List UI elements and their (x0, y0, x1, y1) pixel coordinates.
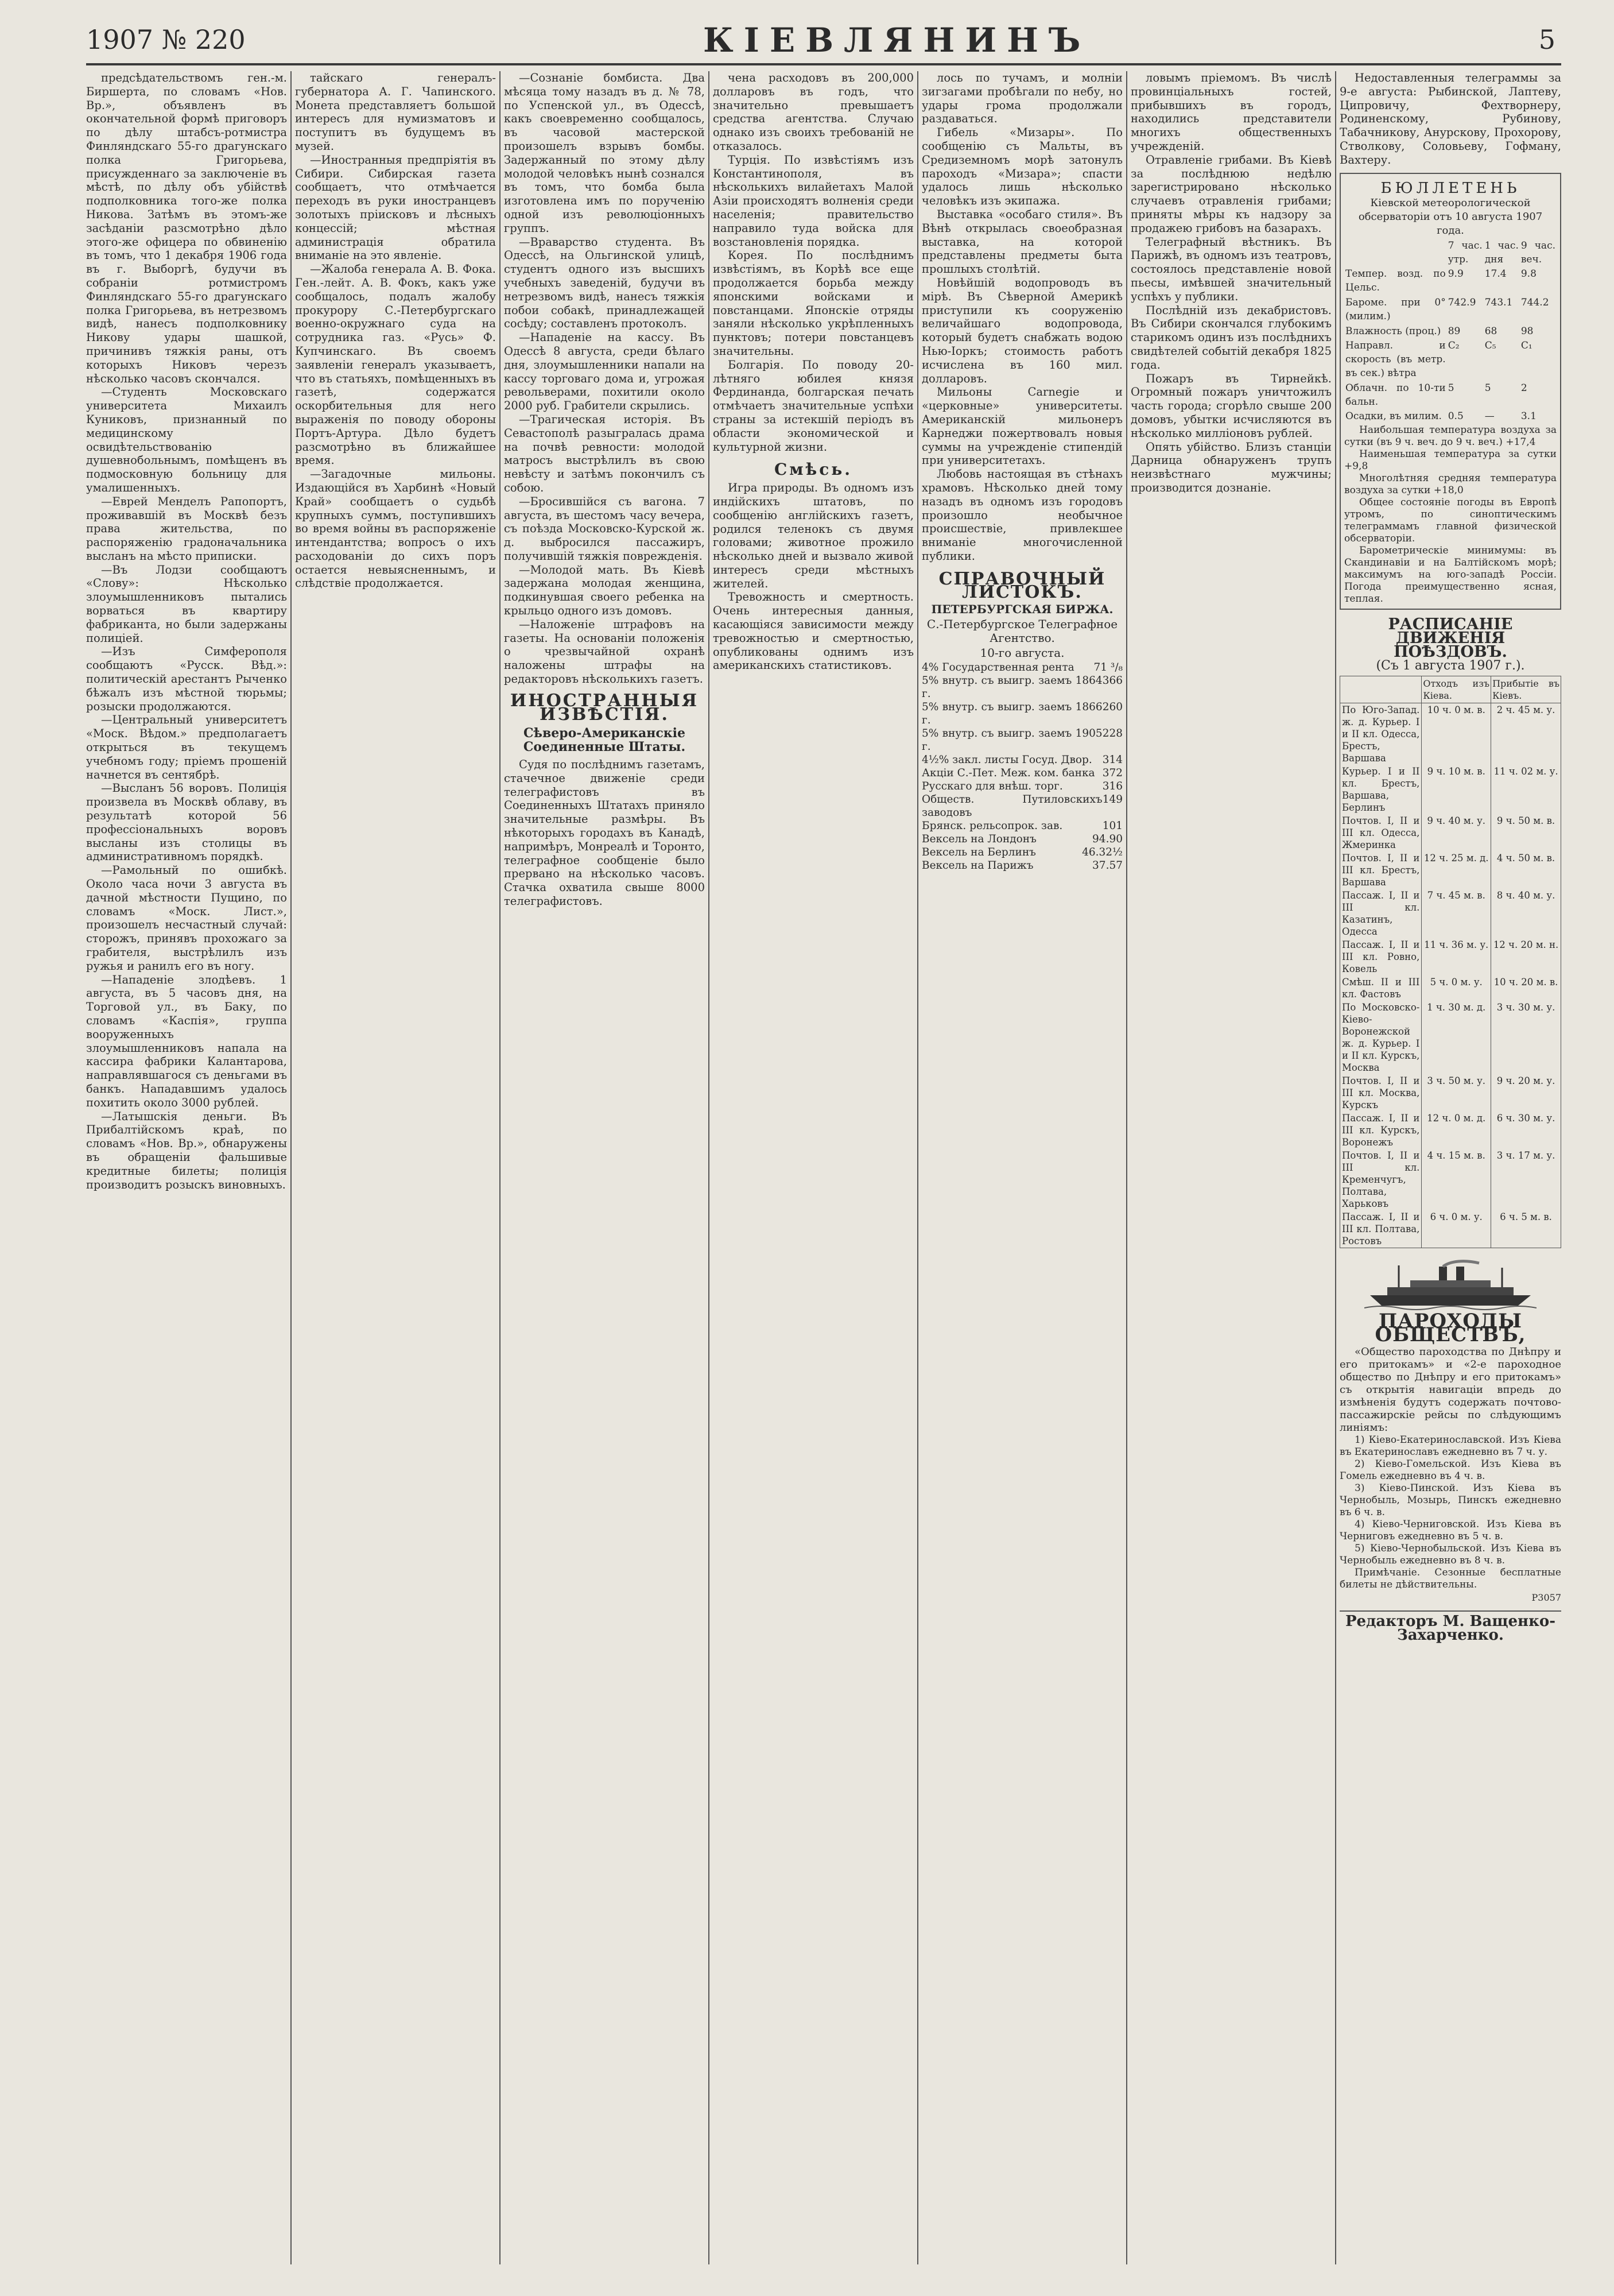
steamer-line: Примѣчанiе. Сезонные бесплатные билеты не дѣйствительны. (1340, 1566, 1561, 1590)
meteo-note: Барометрическiе минимумы: въ Скандинавiи и на Балтiйскомъ морѣ; максимумъ на юго-западѣ Россiи. Погода преимущественно ясная, теплая. (1344, 545, 1557, 605)
train-row: Пассаж. I, II и III кл. Полтава, Ростовъ 6 ч. 0 м. у. 6 ч. 5 м. в. (1340, 1210, 1561, 1248)
column-divider (1335, 71, 1336, 2264)
rate-row: Брянск. рельсопрок. зав. 101 (922, 820, 1123, 833)
agency-name: С.-Петербургское Телеграфное Агентство. (926, 617, 1118, 645)
article-paragraph: Корея. По послѣднимъ извѣстiямъ, въ Корѣѣ все еще продолжается борьба между японскими войсками и повстанцами. Японскiе отряды заняли нѣсколько укрѣпленныхъ пунктовъ; потери повстанцевъ значительны. (713, 249, 914, 358)
article-paragraph: —Въ Лодзи сообщаютъ «Слову»: Нѣсколько злоумышленниковъ пытались ворваться въ квартиру фабриканта, но были задержаны полицiей. (86, 563, 287, 645)
column-3 (504, 71, 705, 2264)
column-divider (290, 71, 292, 2264)
article-paragraph: —Студенть Московскаго университета Михаилъ Куниковъ, признанный по медицинскому освидѣтельствованiю душевнобольнымъ, помѣщенъ въ подмосковную больницу для умалишенныхъ. (86, 385, 287, 494)
steamer-companies-title: ПАРОХОДЫ ОБЩЕСТВЪ, (1375, 1310, 1526, 1347)
column-2 (295, 71, 496, 2264)
article-paragraph: Опять убiйство. Близъ станцiи Дарница обнаруженъ трупъ неизвѣстнаго мужчины; производится дознанiе. (1131, 440, 1332, 494)
article-paragraph: —Высланъ 56 воровъ. Полицiя произвела въ Москвѣ облаву, въ результатѣ которой 56 профессiональныхъ воровъ высланы изъ столицы въ административномъ порядкѣ. (86, 781, 287, 864)
article-paragraph: —Центральный университетъ «Моск. Вѣдом.» предполагаетъ открыться въ текущемъ учебномъ году; прiемъ прошенiй начнется въ сентябрѣ. (86, 713, 287, 781)
train-row: По Юго-Запад. ж. д. Курьер. I и II кл. Одесса, Брестъ, Варшава 10 ч. 0 м. в. 2 ч. 45 м. у. (1340, 703, 1561, 765)
article-paragraph: предсѣдательствомъ ген.-м. Биршерта, по словамъ «Нов. Вр.», объявленъ въ окончательной формѣ приговоръ по дѣлу штабсъ-ротмистра Финляндскаго 55-го драгунскаго полка Григорьева, присужденнаго за заключенiе въ мѣстѣ, по дѣлу объ убiйствѣ подполковника того-же полка Никова. Затѣмъ въ этомъ-же засѣданiи разсмотрѣно дѣло этого-же офицера по обвиненiю въ томъ, что 1 декабря 1906 года въ г. Выборгѣ, будучи въ собранiи ротмистромъ Финляндскаго 55-го драгунскаго полка Григорьева, въ нетрезвомъ видѣ, нанесъ подполковнику Никову удары шашкой, причинивъ тяжкiя раны, отъ которыхъ Никовъ черезъ нѣсколько часовъ скончался. (86, 71, 287, 385)
rate-row: 5% внутр. съ выигр. заемъ 1866 г. 260 (922, 701, 1123, 727)
rate-row: Обществ. Путиловскихъ заводовъ 149 (922, 793, 1123, 819)
rate-row: Русскаго для внѣш. торг. 316 (922, 780, 1123, 793)
article-paragraph: —Нападенiе злодѣевъ. 1 августа, въ 5 часовъ дня, на Торговой ул., въ Баку, по словамъ «Каспiя», группа вооруженныхъ злоумышленниковъ напала на кассира фабрики Калантарова, направлявшагося съ деньгами въ банкъ. Нападавшимъ удалось похитить около 3000 рублей. (86, 973, 287, 1109)
article-paragraph: Болгарiя. По поводу 20-лѣтняго юбилея князя Фердинанда, болгарская печать отмѣчаетъ значительные успѣхи страны за истекшiй перiодъ въ области экономической и культурной жизни. (713, 358, 914, 454)
rate-row: 5% внутр. съ выигр. заемъ 1905 г. 228 (922, 727, 1123, 753)
train-row: Пассаж. I, II и III кл. Ровно, Ковель 11 ч. 36 м. у. 12 ч. 20 м. н. (1340, 938, 1561, 975)
article-paragraph: Судя по послѣднимъ газетамъ, стачечное движенiе среди телеграфистовъ въ Соединенныхъ Штатахъ приняло значительные размѣры. Въ нѣкоторыхъ городахъ въ Канадѣ, напримѣръ, Монреалѣ и Торонто, телеграфное сообщенiе было прервано на нѣсколько часовъ. Стачка охватила свыше 8000 телеграфистовъ. (504, 758, 705, 908)
rate-row: 5% внутр. съ выигр. заемъ 1864 г. 366 (922, 675, 1123, 700)
column-4 (713, 71, 914, 2264)
steamer-line: 5) Кiево-Чернобыльской. Изъ Кiева въ Чернобыль ежедневно въ 8 ч. в. (1340, 1542, 1561, 1566)
article-paragraph: —Еврей Менделъ Рапопортъ, проживавшiй въ Москвѣ безъ права жительства, по распоряженiю градоначальника высланъ на мѣсто приписки. (86, 494, 287, 563)
steamer-line: 2) Кiево-Гомельской. Изъ Кiева въ Гомель ежедневно въ 4 ч. в. (1340, 1458, 1561, 1482)
article-paragraph: Послѣднiй изъ декабристовъ. Въ Сибири скончался глубокимъ старикомъ одинъ изъ послѣднихъ свидѣтелей событiй декабря 1825 года. (1131, 303, 1332, 371)
column-1 (86, 71, 287, 2264)
meteo-row: Бароме. при 0° (милим.) 742.9 743.1 744.2 (1345, 296, 1549, 322)
article-paragraph: —Латышскiя деньги. Въ Прибалтiйскомъ краѣ, по словамъ «Нов. Вр.», обнаружены въ обращенiи фальшивые кредитные билеты; полицiя производитъ розыскъ виновныхъ. (86, 1109, 287, 1191)
article-paragraph: —Иностранныя предпрiятiя въ Сибири. Сибирская газета сообщаетъ, что отмѣчается переходъ въ руки иностранцевъ золотыхъ прiисковъ и лѣсныхъ концессiй; мѣстная администрацiя обратила вниманiе на это явленiе. (295, 153, 496, 262)
column-7 (1340, 71, 1561, 2264)
meteo-table (1344, 239, 1557, 424)
article-paragraph: Пожаръ въ Тирнейкѣ. Огромный пожаръ уничтожилъ часть города; сгорѣло свыше 200 домовъ, убытки исчисляются въ нѣсколько миллiоновъ рублей. (1131, 371, 1332, 440)
meteo-note: Общее состоянiе погоды въ Европѣ утромъ, по синоптическимъ телеграммамъ главной физической обсерваторiи. (1344, 497, 1557, 545)
column-divider (1126, 71, 1127, 2264)
article-paragraph: Новѣйшiй водопроводъ въ мiрѣ. Въ Сѣверной Америкѣ приступили къ сооруженiю величайшаго водопровода, который будетъ снабжать водою Нью-Iоркъ; стоимость работъ исчислена въ 160 мил. долларовъ. (922, 276, 1123, 385)
article-paragraph: Игра природы. Въ одномъ изъ индiйскихъ штатовъ, по сообщенiю англiйскихъ газетъ, родился теленокъ съ двумя головами; животное прожило нѣсколько дней и вызвало живой интересъ среди мѣстныхъ жителей. (713, 481, 914, 590)
article-paragraph: Телеграфный вѣстникъ. Въ Парижѣ, въ одномъ изъ театровъ, состоялось представленiе новой пьесы, имѣвшей значительный успѣхъ у публики. (1131, 235, 1332, 303)
train-row: Пассаж. I, II и III кл. Казатинъ, Одесса 7 ч. 45 м. в. 8 ч. 40 м. у. (1340, 889, 1561, 938)
column-6 (1131, 71, 1332, 2264)
train-row: Почтов. I, II и III кл. Кременчугъ, Полтава, Харьковъ 4 ч. 15 м. в. 3 ч. 17 м. у. (1340, 1149, 1561, 1210)
meteo-bulletin (1340, 173, 1561, 610)
article-paragraph: чена расходовъ въ 200,000 долларовъ въ годъ, что значительно превышаетъ средства агентства. Случаю однако изъ своихъ требованiй не отказалось. (713, 71, 914, 153)
bulletin-subtitle: Кiевской метеорологической обсерваторiи отъ 10 августа 1907 года. (1358, 197, 1543, 237)
train-row: Пассаж. I, II и III кл. Курскъ, Воронежъ 12 ч. 0 м. д. 6 ч. 30 м. у. (1340, 1112, 1561, 1149)
meteo-row: Осадки, въ милим. 0.5 — 3.1 (1345, 411, 1537, 423)
steamer-line: 3) Кiево-Пинской. Изъ Кiева въ Чернобыль, Мозырь, Пинскъ ежедневно въ 6 ч. в. (1340, 1482, 1561, 1518)
page-header (86, 16, 1555, 62)
article-paragraph: —Изъ Симферополя сообщаютъ «Русск. Вѣд.»: политическiй арестантъ Рыченко бѣжалъ изъ мѣстной тюрьмы; розыски продолжаются. (86, 645, 287, 713)
article-paragraph: —Рамольный по ошибкѣ. Около часа ночи 3 августа въ дачной мѣстности Пущино, по словамъ «Моск. Лист.», произошелъ несчастный случай: сторожъ, принявъ прохожаго за грабителя, выстрѣлилъ изъ ружья и ранилъ его въ ногу. (86, 864, 287, 973)
train-row: Смѣш. II и III кл. Фастовъ 5 ч. 0 м. у. 10 ч. 20 м. в. (1340, 975, 1561, 1001)
footer-number: Р3057 (1531, 1592, 1561, 1603)
meteo-row: Направл. и скорость (въ метр. въ сек.) вѣтра C₂ C₅ C₁ (1345, 340, 1532, 379)
train-schedule-table (1340, 676, 1561, 1248)
rate-row: 4½% закл. листы Госуд. Двор. 314 (922, 754, 1123, 766)
article-paragraph: лось по тучамъ, и молнiи зигзагами пробѣгали по небу, но удары грома продолжали раздаваться. (922, 71, 1123, 126)
column-divider (917, 71, 918, 2264)
meteo-row: Темпер. возд. по Цельс. 9.9 17.4 9.8 (1345, 268, 1537, 294)
page-number: 5 (1538, 24, 1555, 55)
train-row: Почтов. I, II и III кл. Одесса, Жмеринка 9 ч. 40 м. у. 9 ч. 50 м. в. (1340, 814, 1561, 851)
article-paragraph: Отравленiе грибами. Въ Кiевѣ за послѣднюю недѣлю зарегистрировано нѣсколько случаевъ отравленiя грибами; приняты мѣры къ надзору за продажею грибовъ на базарахъ. (1131, 153, 1332, 235)
train-row: Почтов. I, II и III кл. Брестъ, Варшава 12 ч. 25 м. д. 4 ч. 50 м. в. (1340, 851, 1561, 889)
exchange-rates (922, 661, 1123, 872)
article-paragraph: ловымъ прiемомъ. Въ числѣ провинцiальныхъ гостей, прибывшихъ въ городъ, находились представители многихъ общественныхъ учрежденiй. (1131, 71, 1332, 153)
article-paragraph: Гибель «Мизары». По сообщенiю съ Мальты, въ Средиземномъ морѣ затонулъ пароходъ «Мизара»; спасти удалось лишь нѣсколько человѣкъ изъ экипажа. (922, 126, 1123, 208)
meteo-header-row: 7 час. утр. 1 час. дня 9 час. веч. (1448, 239, 1555, 265)
train-row: Курьер. I и II кл. Брестъ, Варшава, Берлинъ 9 ч. 10 м. в. 11 ч. 02 м. у. (1340, 765, 1561, 814)
article-paragraph: —Жалоба генерала А. В. Фока. Ген.-лейт. А. В. Фокъ, какъ уже сообщалось, подалъ жалобу прокурору С.-Петербургскаго военно-окружнаго суда на сотрудника газ. «Русь» Ф. Купчинскаго. Въ своемъ заявленiи генералъ указываетъ, что въ статьяхъ, помѣщенныхъ въ газетѣ, содержатся оскорбительныя для него выраженiя по поводу обороны Портъ-Артура. Дѣло будетъ разсмотрѣно въ ближайшее время. (295, 262, 496, 467)
column-divider (499, 71, 501, 2264)
exchange-date: 10-го августа. (980, 645, 1065, 660)
editor-signature: Редакторъ М. Ващенко-Захарченко. (1340, 1610, 1561, 1643)
section-heading-foreign-news: ИНОСТРАННЫЯ ИЗВѢСТIЯ. (510, 690, 699, 725)
article-paragraph: Турцiя. По извѣстiямъ изъ Константинополя, въ нѣсколькихъ вилайетахъ Малой Азiи происходятъ волненiя среди населенiя; правительство направило туда войска для возстановленiя порядка. (713, 153, 914, 249)
steamer-line: 1) Кiево-Екатеринославской. Изъ Кiева въ Екатеринославъ ежедневно въ 7 ч. у. (1340, 1434, 1561, 1458)
rate-row: Вексель на Лондонъ 94.90 (922, 833, 1123, 846)
article-paragraph: Любовь настоящая въ стѣнахъ храмовъ. Нѣсколько дней тому назадъ въ одномъ изъ городовъ произошло необычное происшествiе, привлекшее вниманiе многочисленной публики. (922, 467, 1123, 563)
train-schedule-title: РАСПИСАНIЕ ДВИЖЕНIЯ ПОѢЗДОВЪ. (1388, 615, 1513, 661)
rate-row: 4% Государственная рента 71 ³/₈ (922, 661, 1123, 674)
meteo-row: Влажность (проц.) 89 68 98 (1345, 325, 1534, 337)
meteo-note: Многолѣтняя средняя температура воздуха за сутки +18,0 (1344, 473, 1557, 497)
exchange-title: ПЕТЕРБУРГСКАЯ БИРЖА. (931, 602, 1113, 617)
article-paragraph: —Загадочные мильоны. Издающiйся въ Харбинѣ «Новый Край» сообщаетъ о судьбѣ крупныхъ суммъ, поступившихъ во время войны въ распоряженiе интендантства; вопросъ о ихъ расходованiи до сихъ поръ остается невыясненнымъ, и слѣдствiе продолжается. (295, 467, 496, 590)
meteo-note: Наименьшая температура за сутки +9,8 (1344, 448, 1557, 473)
train-row: По Московско-Кiево-Воронежской ж. д. Курьер. I и II кл. Курскъ, Москва 1 ч. 30 м. д. 3 ч. 30 м. у. (1340, 1001, 1561, 1074)
section-heading-reference: СПРАВОЧНЫЙ ЛИСТОКЪ. (938, 568, 1106, 603)
article-paragraph: —Трагическая исторiя. Въ Севастополѣ разыгралась драма на почвѣ ревности: молодой матросъ выстрѣлилъ въ свою невѣсту и затѣмъ покончилъ съ собою. (504, 412, 705, 494)
steamer-intro: «Общество пароходства по Днѣпру и его притокамъ» и «2-е пароходное общество по Днѣпру и его притокамъ» съ открытiя навигацiи впредь до измѣненiя будутъ содержать почтово-пассажирскiе рейсы по слѣдующимъ линiямъ: (1340, 1345, 1561, 1434)
article-paragraph: —Наложенiе штрафовъ на газеты. На основанiи положенiя о чрезвычайной охранѣ наложены штрафы на редакторовъ нѣсколькихъ газетъ. (504, 617, 705, 686)
article-paragraph: —Молодой мать. Въ Кiевѣ задержана молодая женщина, подкинувшая своего ребенка на крыльцо одного изъ домовъ. (504, 563, 705, 618)
article-paragraph: Тревожность и смертность. Очень интересныя данныя, касающiяся зависимости между тревожностью и смертностью, опубликованы однимъ изъ американскихъ статистиковъ. (713, 590, 914, 672)
steamer-line: 4) Кiево-Черниговской. Изъ Кiева въ Черниговъ ежедневно въ 5 ч. в. (1340, 1518, 1561, 1542)
section-heading-miscellany: Смѣсь. (774, 460, 853, 479)
article-paragraph: —Нападенiе на кассу. Въ Одессѣ 8 августа, среди бѣлаго дня, злоумышленники напали на кассу торговаго дома и, угрожая револьверами, похитили около 2000 руб. Грабители скрылись. (504, 331, 705, 413)
rate-row: Вексель на Парижъ 37.57 (922, 859, 1123, 872)
article-paragraph: Выставка «особаго стиля». Въ Вѣнѣ открылась своеобразная выставка, на которой представлены предметы быта прошлыхъ столѣтiй. (922, 207, 1123, 276)
article-paragraph: тайскаго генералъ-губернатора А. Г. Чапинского. Монета представляетъ большой интересъ для нумизматовъ и поступитъ въ будущемъ въ музей. (295, 71, 496, 153)
rate-row: Акцiи С.-Пет. Меж. ком. банка 372 (922, 767, 1123, 780)
train-row: Почтов. I, II и III кл. Москва, Курскъ 3 ч. 50 м. у. 9 ч. 20 м. у. (1340, 1074, 1561, 1112)
column-divider (708, 71, 709, 2264)
section-subheading: Сѣверо-Американскiе Соединенные Штаты. (523, 726, 686, 755)
article-paragraph: Мильоны Carnegie и «церковные» университеты. Американскiй мильонеръ Карнеджи пожертвовалъ новыя суммы на учрежденiе стипендiй при университетахъ. (922, 385, 1123, 467)
bulletin-title: БЮЛЛЕТЕНЬ (1380, 179, 1520, 197)
undelivered-telegrams: Недоставленныя телеграммы за 9-е августа: Рыбинской, Лаптеву, Ципровичу, Фехтворнеру, Родиненскому, Рубинову, Табачникову, Анурскову, Прохорову, Стволкову, Соловьеву, Гофману, Вахтеру. (1340, 71, 1561, 167)
masthead-title: КІЕВЛЯНИНЪ (703, 21, 1091, 60)
steamship-icon (1364, 1260, 1537, 1311)
header-rule (86, 63, 1561, 65)
article-paragraph: —Враварство студента. Въ Одессѣ, на Ольгинской улицѣ, студентъ одного изъ высшихъ учебныхъ заведенiй, будучи въ нетрезвомъ видѣ, нанесъ тяжкiя побои собакѣ, принадлежащей сосѣду; составленъ протоколъ. (504, 235, 705, 331)
issue-number: 1907 № 220 (86, 24, 246, 55)
column-5 (922, 71, 1123, 2264)
meteo-note: Наибольшая температура воздуха за сутки (въ 9 ч. веч. до 9 ч. веч.) +17,4 (1344, 424, 1557, 448)
article-paragraph: —Бросившiйся съ вагона. 7 августа, въ шестомъ часу вечера, съ поѣзда Московско-Курской ж. д. выбросился пассажиръ, получившiй тяжкiя поврежденiя. (504, 494, 705, 563)
article-paragraph: —Сознанiе бомбиста. Два мѣсяца тому назадъ въ д. № 78, по Успенской ул., въ Одессѣ, какъ своевременно сообщалось, въ часовой мастерской произошелъ взрывъ бомбы. Задержанный по этому дѣлу молодой человѣкъ нынѣ сознался въ томъ, что бомба была изготовлена имъ по порученiю одной изъ революцiонныхъ группъ. (504, 71, 705, 235)
rate-row: Вексель на Берлинъ 46.32½ (922, 846, 1123, 859)
train-schedule-subtitle: (Съ 1 августа 1907 г.). (1376, 658, 1525, 673)
train-header-row: Отходъ изъ Кiева. Прибытiе въ Кiевъ. (1340, 676, 1561, 703)
meteo-row: Облачн. по 10-ти бальн. 5 5 2 (1345, 382, 1527, 408)
